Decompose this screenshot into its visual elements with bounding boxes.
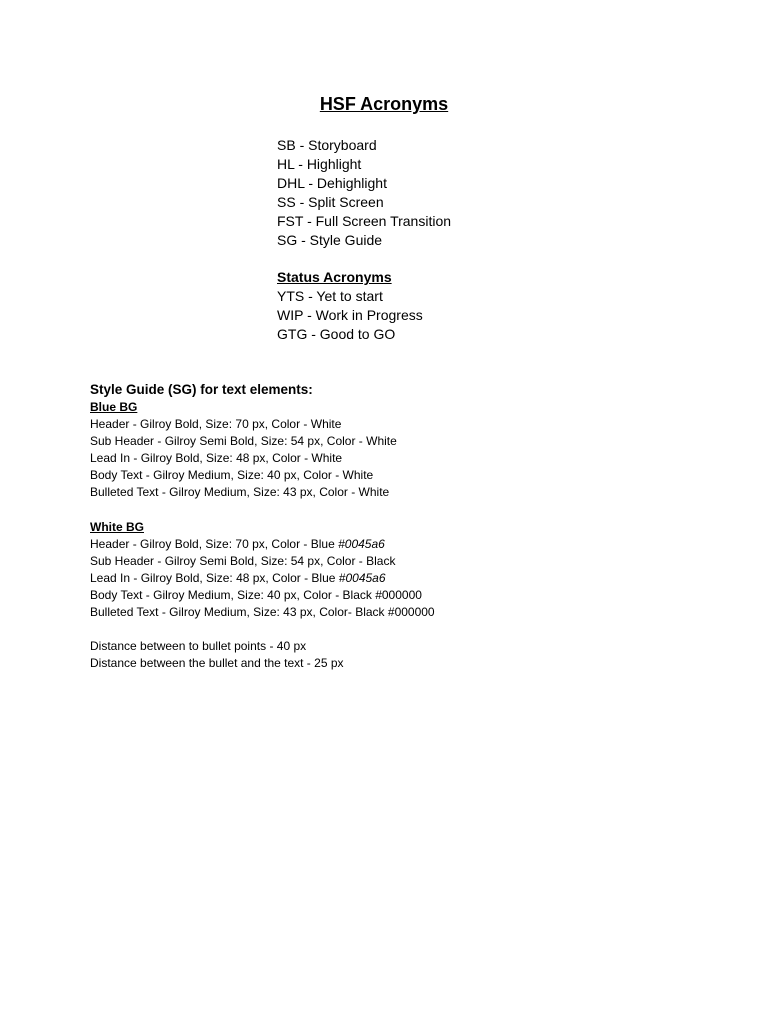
acronym-item: DHL - Dehighlight <box>277 174 387 191</box>
white-bg-subheader-item: Sub Header - Gilroy Semi Bold, Size: 54 px, Color - Black <box>90 553 396 568</box>
blue-bg-item: Lead In - Gilroy Bold, Size: 48 px, Color - White <box>90 451 343 466</box>
acronym-item: SG - Style Guide <box>277 231 383 248</box>
spacing-note: Distance between to bullet points - 40 px <box>90 639 307 654</box>
white-bg-leadin-hex: #0045a6 <box>338 570 386 585</box>
blue-bg-item: Bulleted Text - Gilroy Medium, Size: 43 px, Color - White <box>90 485 390 500</box>
page-title: HSF Acronyms <box>319 94 449 114</box>
white-bg-header-hex: #0045a6 <box>338 536 385 551</box>
blue-bg-item: Body Text - Gilroy Medium, Size: 40 px, Color - White <box>90 468 374 483</box>
blue-bg-item: Header - Gilroy Bold, Size: 70 px, Color - White <box>90 417 342 432</box>
section-spacer <box>90 502 435 519</box>
style-guide-section <box>90 381 435 672</box>
white-bg-header-text: Header - Gilroy Bold, Size: 70 px, Color - Blue <box>90 536 339 551</box>
white-bg-header-item <box>90 536 435 553</box>
acronym-item: HL - Highlight <box>277 155 362 172</box>
style-guide-title: Style Guide (SG) for text elements: <box>90 382 313 397</box>
white-bg-heading: White BG <box>90 519 144 534</box>
blue-bg-item: Sub Header - Gilroy Semi Bold, Size: 54 px, Color - White <box>90 434 397 449</box>
acronym-item: FST - Full Screen Transition <box>277 212 452 229</box>
status-acronyms-section <box>277 268 423 344</box>
white-bg-body-item: Body Text - Gilroy Medium, Size: 40 px, Color - Black #000000 <box>90 587 422 602</box>
acronym-item: SS - Split Screen <box>277 193 384 210</box>
status-item: WIP - Work in Progress <box>277 306 423 323</box>
acronym-list <box>277 136 451 249</box>
acronym-item: SB - Storyboard <box>277 137 377 153</box>
blue-bg-heading: Blue BG <box>90 400 138 414</box>
section-spacer <box>90 621 435 638</box>
white-bg-leadin-text: Lead In - Gilroy Bold, Size: 48 px, Color - Blue <box>90 570 339 585</box>
white-bg-bulleted-item: Bulleted Text - Gilroy Medium, Size: 43 px, Color- Black #000000 <box>90 605 435 620</box>
status-item: YTS - Yet to start <box>277 287 383 304</box>
spacing-note: Distance between the bullet and the text - 25 px <box>90 656 344 671</box>
status-item: GTG - Good to GO <box>277 325 396 342</box>
white-bg-leadin-item <box>90 570 435 587</box>
status-acronyms-heading: Status Acronyms <box>277 269 392 285</box>
